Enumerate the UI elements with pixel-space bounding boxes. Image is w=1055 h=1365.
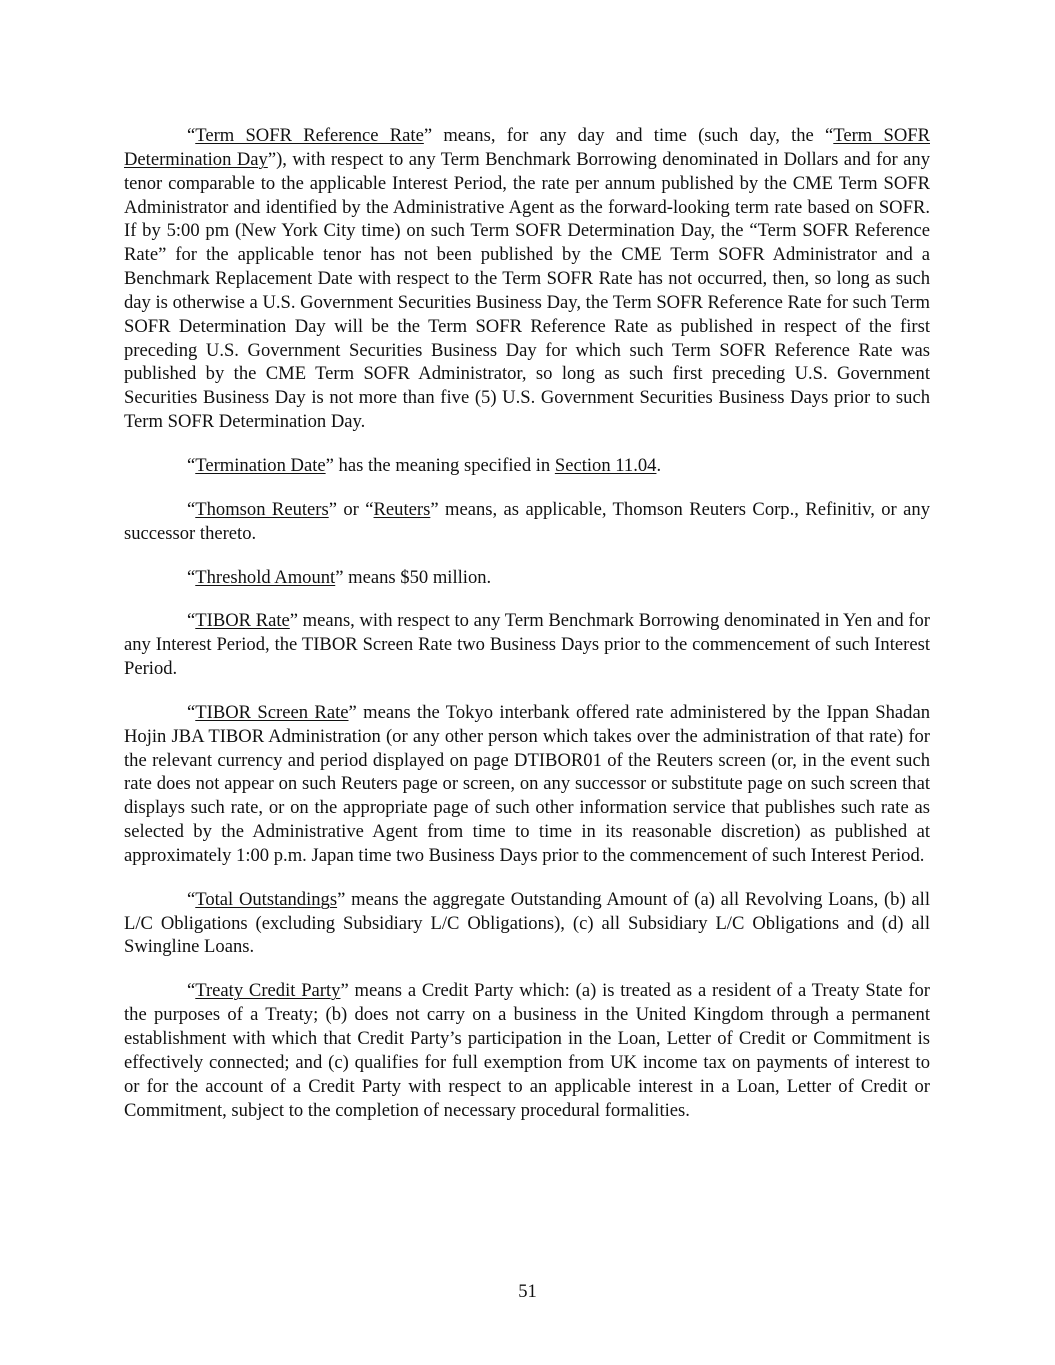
open-quote: “ bbox=[187, 980, 196, 1002]
defined-term: Term SOFR Reference Rate bbox=[195, 125, 424, 146]
definition-text: ” means the Tokyo interbank offered rate administered by the Ippan Shadan Hojin JBA TIBOR Administration (or any other person which takes over the administration of that rate) for the relevant currency and period displayed on page DTIBOR01 of the Reuters screen (or, in the event such rate does not appear on such Reuters page or screen, on any successor or substitute page on such screen that displays such rate, or on the appropriate page of such other information service that publishes such rate as selected by the Administrative Agent from time to time in its reasonable discretion) as published at approximately 1:00 p.m. Japan time two Business Days prior to the commencement of such Interest Period. bbox=[124, 701, 930, 866]
definition-text: ” or “ bbox=[328, 498, 374, 520]
definition-text: ” means a Credit Party which: (a) is treated as a resident of a Treaty State for the purposes of a Treaty; (b) does not carry on a business in the United Kingdom through a permanent establishment with which that Credit Party’s participation in the Loan, Letter of Credit or Commitment is effectively connected; and (c) qualifies for full exemption from UK income tax on payments of interest to or for the account of a Credit Party with respect to an applicable interest in a Loan, Letter of Credit or Commitment, subject to the completion of necessary procedural formalities. bbox=[124, 980, 930, 1121]
definition-term-sofr-reference-rate bbox=[124, 124, 930, 434]
open-quote: “ bbox=[187, 498, 196, 520]
definition-thomson-reuters bbox=[124, 498, 930, 546]
defined-term: Total Outstandings bbox=[195, 888, 338, 910]
defined-term: Term SOFR Determination Day bbox=[124, 125, 930, 170]
defined-term: Threshold Amount bbox=[195, 566, 336, 588]
definition-text: . bbox=[656, 454, 662, 476]
definition-total-outstandings bbox=[124, 888, 930, 960]
defined-term: Reuters bbox=[373, 498, 431, 520]
definition-threshold-amount bbox=[124, 566, 930, 590]
defined-term: TIBOR Rate bbox=[195, 610, 290, 632]
definition-text: ” means, for any day and time (such day, the “ bbox=[423, 125, 834, 146]
definition-termination-date bbox=[124, 454, 930, 478]
defined-term: TIBOR Screen Rate bbox=[195, 701, 349, 723]
open-quote: “ bbox=[187, 701, 196, 723]
document-page bbox=[124, 124, 930, 1142]
definition-text: ” has the meaning specified in bbox=[325, 454, 555, 476]
definition-text: ” means the aggregate Outstanding Amount of (a) all Revolving Loans, (b) all L/C Obligations (excluding Subsidiary L/C Obligations), (c) all Subsidiary L/C Obligations and (d) all Swingline Loans. bbox=[124, 888, 930, 958]
defined-term: Treaty Credit Party bbox=[195, 980, 341, 1002]
definition-text: ” means $50 million. bbox=[335, 566, 492, 588]
page-number: 51 bbox=[518, 1281, 537, 1302]
open-quote: “ bbox=[187, 610, 196, 632]
open-quote: “ bbox=[187, 566, 196, 588]
open-quote: “ bbox=[187, 888, 196, 910]
open-quote: “ bbox=[187, 454, 196, 476]
defined-term: Termination Date bbox=[195, 454, 326, 476]
section-reference: Section 11.04 bbox=[554, 454, 657, 476]
defined-term: Thomson Reuters bbox=[195, 498, 329, 520]
definition-treaty-credit-party bbox=[124, 979, 930, 1122]
definition-text: ” means, with respect to any Term Benchmark Borrowing denominated in Yen and for any Interest Period, the TIBOR Screen Rate two Business Days prior to the commencement of such Interest Period. bbox=[124, 610, 930, 680]
definition-text: ” means, as applicable, Thomson Reuters Corp., Refinitiv, or any successor thereto. bbox=[124, 498, 930, 544]
open-quote: “ bbox=[187, 125, 196, 146]
definition-text: ”), with respect to any Term Benchmark Borrowing denominated in Dollars and for any tenor comparable to the applicable Interest Period, the rate per annum published by the CME Term SOFR Administrator and identified by the Administrative Agent as the forward-looking term rate based on SOFR. If by 5:00 pm (New York City time) on such Term SOFR Determination Day, the “Term SOFR Reference Rate” for the applicable tenor has not been published by the CME Term SOFR Administrator and a Benchmark Replacement Date with respect to the Term SOFR Rate has not occurred, then, so long as such day is otherwise a U.S. Government Securities Business Day, the Term SOFR Reference Rate for such Term SOFR Determination Day will be the Term SOFR Reference Rate as published in respect of the first preceding U.S. Government Securities Business Day for which such Term SOFR Reference Rate was published by the CME Term SOFR Administrator, so long as such first preceding U.S. Government Securities Business Day is not more than five (5) U.S. Government Securities Business Days prior to such Term SOFR Determination Day. bbox=[124, 148, 930, 433]
definition-tibor-rate bbox=[124, 609, 930, 681]
definition-tibor-screen-rate bbox=[124, 701, 930, 868]
